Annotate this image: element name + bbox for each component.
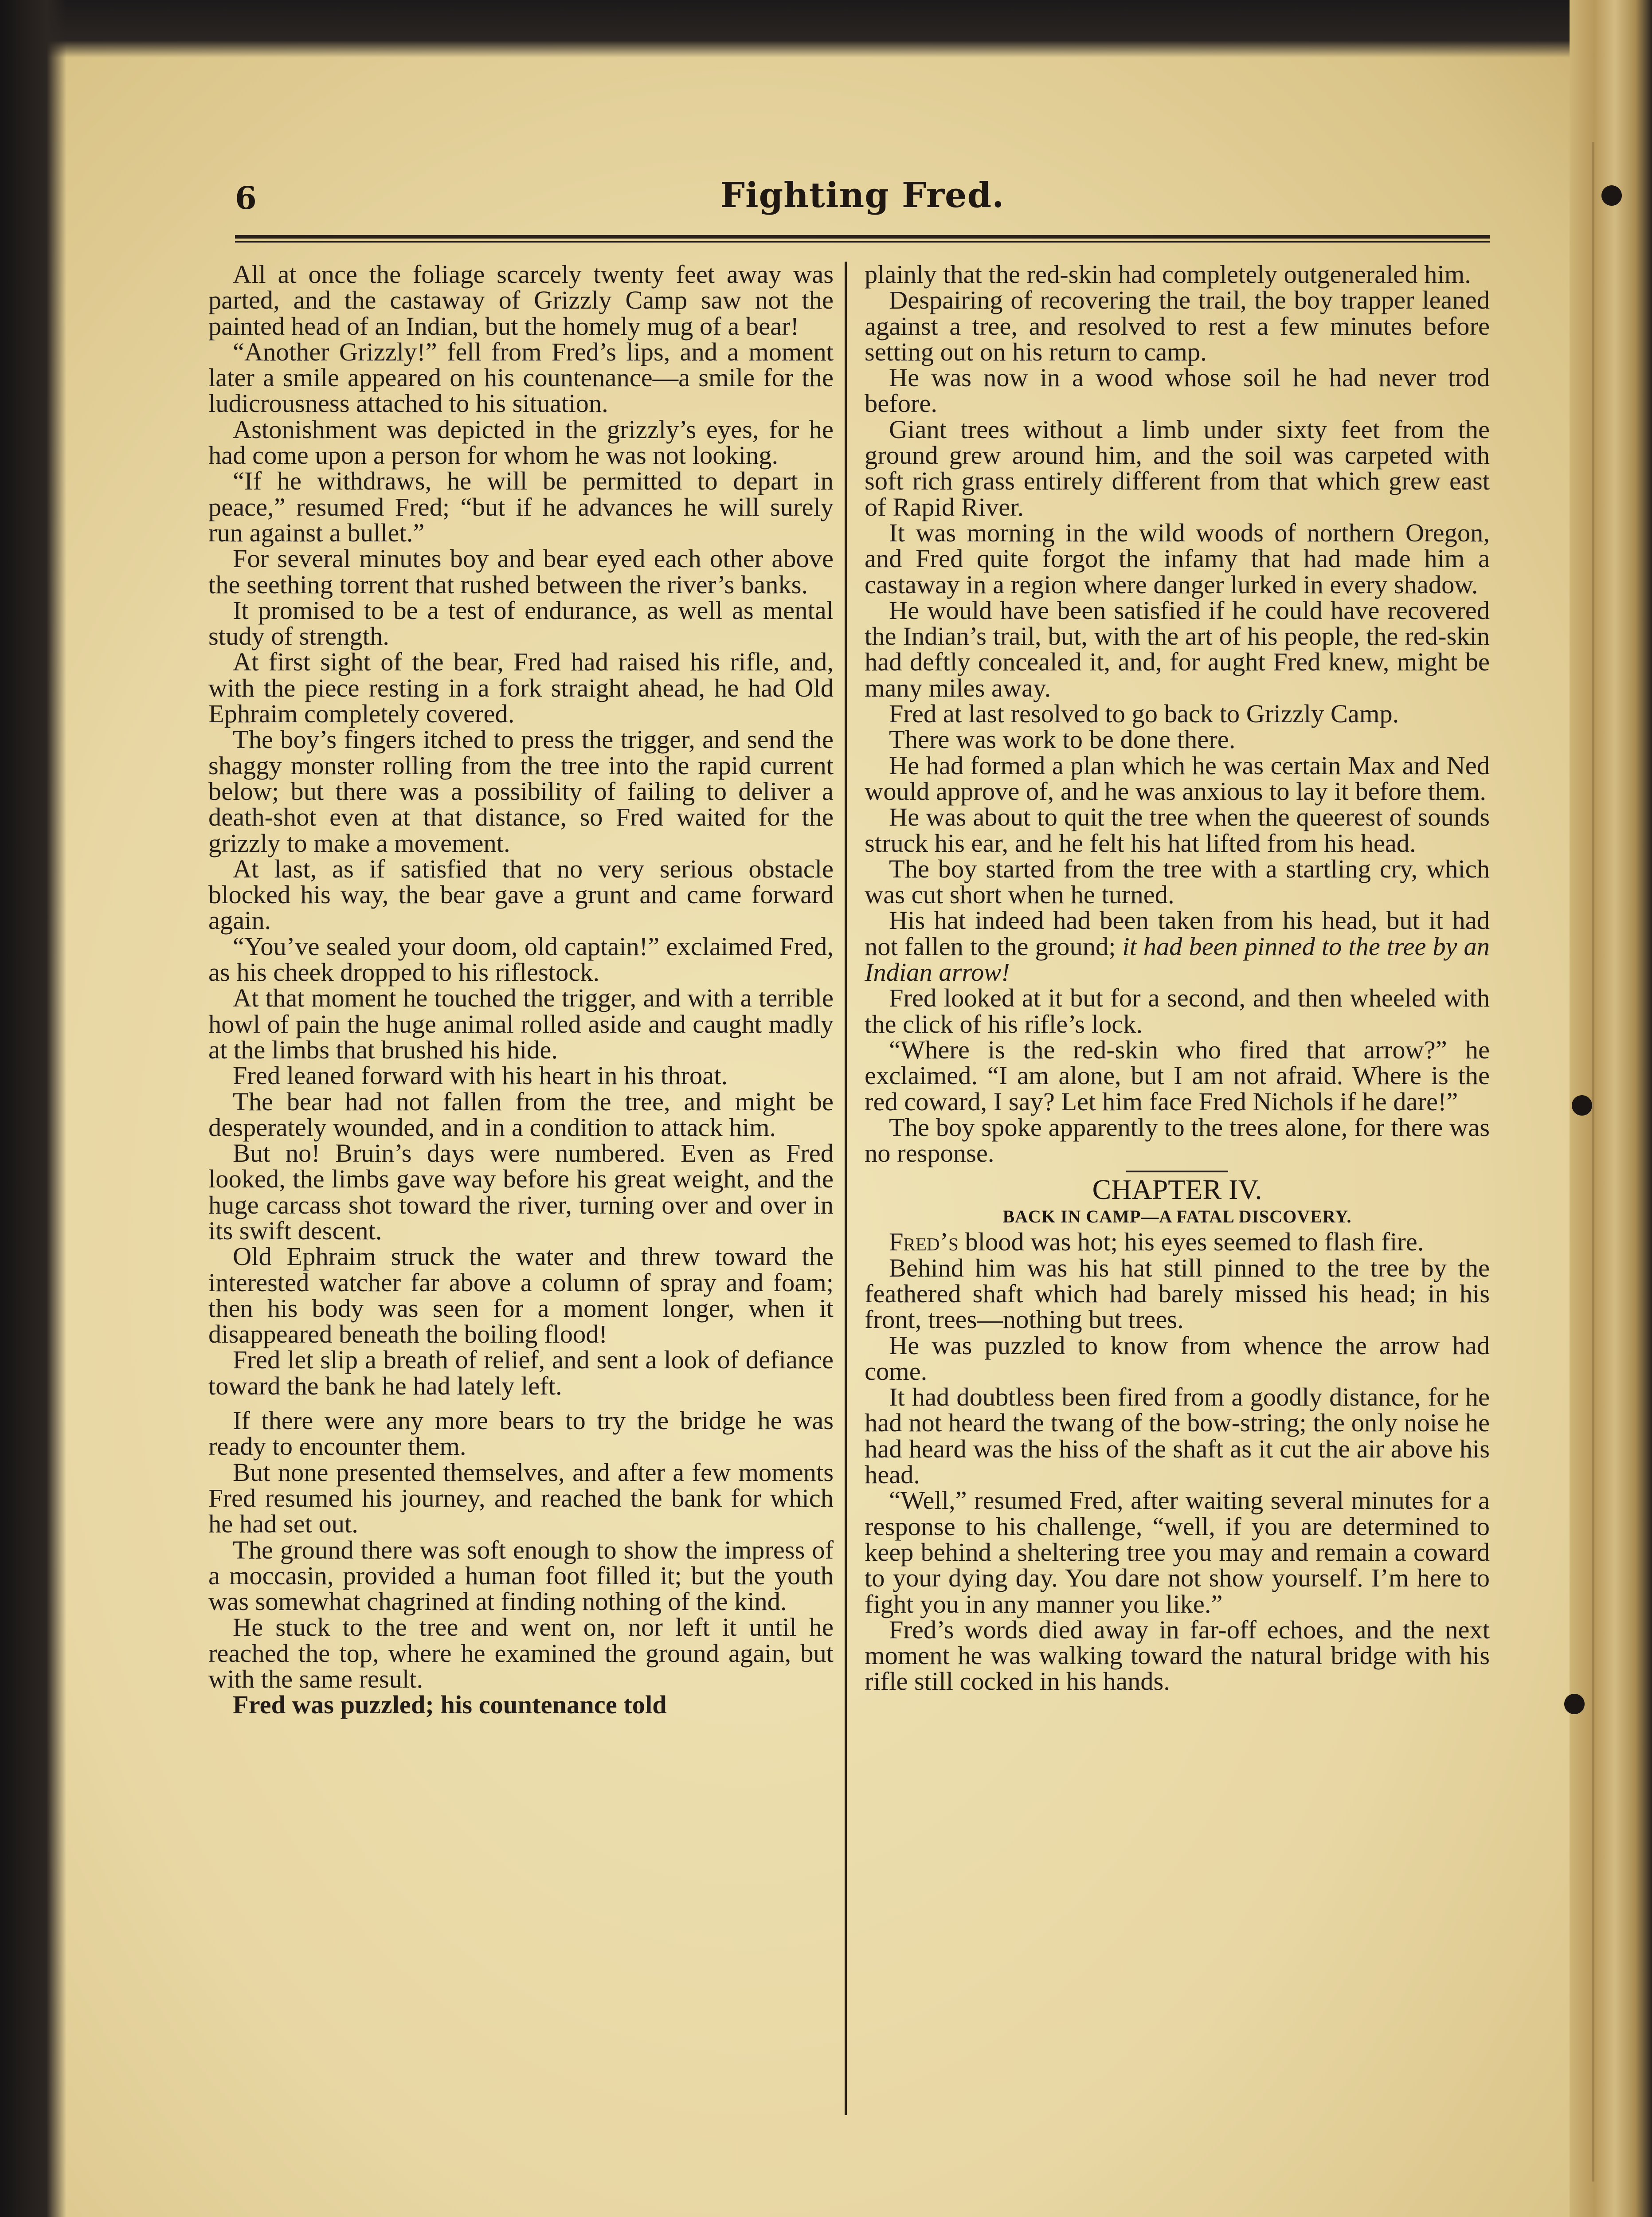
emphasis-text: it had been pinned to the tree by an Indian arrow!: [865, 932, 1490, 987]
paragraph: Behind him was his hat still pinned to the tree by the feathered shaft which had barely missed his head; in his front, trees—nothing but trees.: [865, 1253, 1490, 1334]
paragraph: Fred looked at it but for a second, and then wheeled with the click of his rifle’s lock.: [865, 983, 1490, 1038]
paragraph: He was puzzled to know from whence the arrow had come.: [865, 1331, 1490, 1386]
paragraph: At last, as if satisfied that no very serious obstacle blocked his way, the bear gave a grunt and came forward again.: [208, 854, 834, 935]
paragraph: It had doubtless been fired from a goodly distance, for he had not heard the twang of the bow-string; the only noise he had heard was the hiss of the shaft as it cut the air above his head.: [865, 1383, 1490, 1489]
chapter-subtitle: BACK IN CAMP—A FATAL DISCOVERY.: [1002, 1206, 1352, 1227]
paragraph: The boy spoke apparently to the trees alone, for there was no response.: [865, 1112, 1490, 1168]
header-rule-thin: [235, 241, 1490, 243]
chapter-rule: [1126, 1171, 1228, 1172]
paragraph: “If he withdraws, he will be permitted to depart in peace,” resumed Fred; “but if he advances he will surely run against a bullet.”: [208, 466, 834, 547]
paragraph: But none presented themselves, and after a few moments Fred resumed his journey, and reached the bank for which he had set out.: [208, 1457, 834, 1539]
paragraph: Fred was puzzled; his countenance told: [233, 1690, 667, 1720]
right-column: [865, 262, 1490, 2137]
binding-hole: [1601, 185, 1622, 206]
paragraph: Old Ephraim struck the water and threw toward the interested watcher far above a column of spray and foam; then his body was seen for a moment longer, when it disappeared beneath the boiling flood!: [208, 1242, 834, 1349]
paragraph: Fred’s words died away in far-off echoes, and the next moment he was walking toward the natural bridge with his rifle still cocked in his hands.: [865, 1615, 1490, 1696]
paragraph: “Where is the red-skin who fired that arrow?” he exclaimed. “I am alone, but I am not afraid. Where is the red coward, I say? Let him face Fred Nichols if he dare!”: [865, 1035, 1490, 1116]
paragraph: Despairing of recovering the trail, the boy trapper leaned against a tree, and resolved to rest a few minutes before setting out on his return to camp.: [865, 286, 1490, 366]
paragraph: If there were any more bears to try the bridge he was ready to encounter them.: [208, 1406, 834, 1461]
paragraph: Fred let slip a breath of relief, and sent a look of defiance toward the bank he had lately left.: [208, 1345, 834, 1400]
left-column: [208, 262, 834, 2137]
paragraph: “You’ve sealed your doom, old captain!” exclaimed Fred, as his cheek dropped to his riflestock.: [208, 932, 834, 987]
paragraph: plainly that the red-skin had completely outgeneraled him.: [865, 262, 1471, 289]
binding-crease: [1592, 142, 1594, 2182]
page-number: 6: [235, 180, 257, 216]
scan-border-left: [0, 0, 67, 2217]
paragraph: He would have been satisfied if he could have recovered the Indian’s trail, but, with the art of his people, the red-skin had deftly concealed it, and, for aught Fred knew, might be many miles away.: [865, 595, 1490, 702]
column-divider: [845, 262, 847, 2115]
page-header: [235, 175, 1490, 228]
paragraph: It was morning in the wild woods of northern Oregon, and Fred quite forgot the infamy that had made him a castaway in a region where danger lurked in every shadow.: [865, 518, 1490, 599]
paragraph: But no! Bruin’s days were numbered. Even as Fred looked, the limbs gave way before his great weight, and the huge carcass shot toward the river, turning over and over in its swift descent.: [208, 1139, 834, 1245]
running-title: Fighting Fred.: [720, 175, 1005, 215]
paragraph: The ground there was soft enough to show the impress of a moccasin, provided a human foot filled it; but the youth was somewhat chagrined at finding nothing of the kind.: [208, 1535, 834, 1616]
paragraph-text: blood was hot; his eyes seemed to flash fire.: [958, 1227, 1424, 1257]
paragraph: [865, 1229, 1490, 1255]
binding-hole: [1564, 1694, 1585, 1714]
paragraph-text: His hat indeed had been taken from his head, but it had not fallen to the ground;: [865, 906, 1490, 961]
paragraph: Fred leaned forward with his heart in his throat.: [233, 1061, 728, 1090]
paragraph: The boy started from the tree with a startling cry, which was cut short when he turned.: [865, 854, 1490, 909]
paragraph: [865, 908, 1490, 985]
chapter-title: CHAPTER IV.: [1092, 1174, 1262, 1206]
paragraph: There was work to be done there.: [889, 725, 1236, 754]
paragraph: He stuck to the tree and went on, nor left it until he reached the top, where he examined the ground again, but with the same result.: [208, 1613, 834, 1694]
paragraph: He was now in a wood whose soil he had never trod before.: [865, 363, 1490, 418]
header-rule: [235, 235, 1490, 239]
paragraph: “Well,” resumed Fred, after waiting several minutes for a response to his challenge, “well, if you are determined to keep behind a sheltering tree you may and remain a coward to your dying day. You dare not show yourself. I’m here to fight you in any manner you like.”: [865, 1486, 1490, 1618]
paragraph: At that moment he touched the trigger, and with a terrible howl of pain the huge animal rolled aside and caught madly at the limbs that brushed his hide.: [208, 983, 834, 1064]
chapter-first-word: Fred’s: [889, 1227, 959, 1257]
paragraph: Astonishment was depicted in the grizzly’s eyes, for he had come upon a person for whom he was not looking.: [208, 415, 834, 470]
paragraph: It promised to be a test of endurance, as well as mental study of strength.: [208, 595, 834, 651]
binding-hole: [1572, 1095, 1592, 1116]
paragraph: Fred at last resolved to go back to Grizzly Camp.: [889, 699, 1399, 729]
paragraph: Giant trees without a limb under sixty feet from the ground grew around him, and the soil was carpeted with soft rich grass entirely different from that which grew east of Rapid River.: [865, 415, 1490, 521]
paragraph: “Another Grizzly!” fell from Fred’s lips, and a moment later a smile appeared on his countenance—a smile for the ludicrousness attached to his situation.: [208, 337, 834, 418]
paragraph: He was about to quit the tree when the queerest of sounds struck his ear, and he felt his hat lifted from his head.: [865, 803, 1490, 858]
paragraph: For several minutes boy and bear eyed each other above the seething torrent that rushed between the river’s banks.: [208, 544, 834, 599]
paragraph: The bear had not fallen from the tree, and might be desperately wounded, and in a condition to attack him.: [208, 1087, 834, 1142]
chapter-heading: [865, 1171, 1490, 1229]
paragraph: He had formed a plan which he was certain Max and Ned would approve of, and he was anxious to lay it before them.: [865, 751, 1490, 806]
paragraph: At first sight of the bear, Fred had raised his rifle, and, with the piece resting in a fork straight ahead, he had Old Ephraim completely covered.: [208, 647, 834, 729]
paragraph: The boy’s fingers itched to press the trigger, and send the shaggy monster rolling from the tree into the rapid current below; but there was a possibility of failing to deliver a death-shot even at that distance, so Fred waited for the grizzly to make a movement.: [208, 725, 834, 858]
scan-border-top: [0, 0, 1652, 58]
paragraph: All at once the foliage scarcely twenty feet away was parted, and the castaway of Grizzly Camp saw not the painted head of an Indian, but the homely mug of a bear!: [208, 262, 834, 341]
